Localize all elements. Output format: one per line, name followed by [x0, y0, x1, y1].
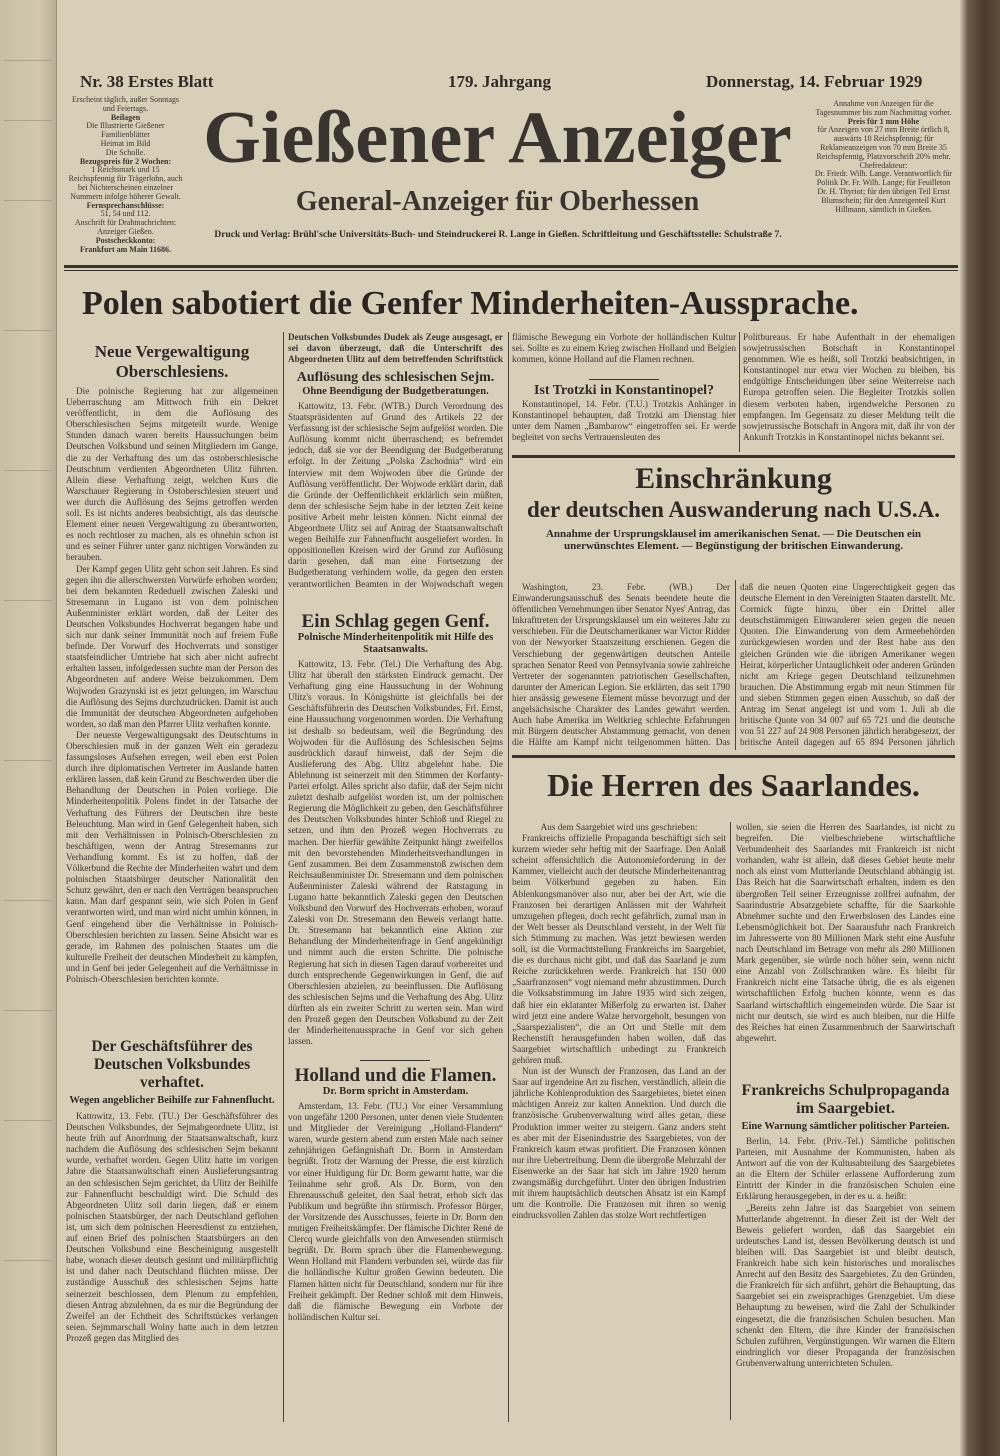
info-line: Dr. Friedr. Wilh. Lange. Verantwortlich für Politik Dr. Fr. Wilh. Lange; für Feuilleton Dr. H. Thyriot; für den übrigen Teil Ernst Blumschein; für den Anzeigenteil Kurt Hillmann, sämtlich in Gießen.	[814, 169, 953, 214]
article-body	[288, 1101, 503, 1419]
article-title: Frankreichs Schulpropaganda im Saargebiet.	[741, 1082, 950, 1117]
continued-text	[288, 332, 503, 366]
article-body	[512, 399, 736, 454]
info-line: Anschrift für Drahtnachrichten: Anzeiger Gießen.	[74, 218, 177, 236]
article-title: Auflösung des schlesischen Sejm.	[296, 370, 495, 385]
paragraph: Aus dem Saargebiet wird uns geschrieben:	[540, 822, 698, 832]
column-rule	[739, 332, 740, 452]
article-aufloesung	[288, 370, 503, 589]
article-title: Ist Trotzki in Konstantinopel?	[533, 383, 715, 398]
issue-date: Donnerstag, 14. Februar 1929	[706, 72, 923, 91]
info-line: Erscheint täglich, außer Sonntags und Feiertags.	[71, 95, 180, 113]
article-body	[66, 386, 278, 1014]
paragraph: Der Kampf gegen Ulitz geht schon seit Jahren. Es sind gegen ihn die allerschwersten Vorwürfe erhoben worden; bei dem bekannten Rededuell zwischen Zaleski und Stresemann in Lugano ist von dem polnischen Außenminister erklärt worden, daß der Leiter des Deutschen Volksbundes Hochverrat begangen habe und sich nur dank seiner Immunität noch auf freiem Fuße befinde. Der Vorwurf des Hochverrats und sonstiger staatsfeindlicher Umtriebe hat sich aber nicht aufrecht erhalten lassen, infolgedessen suchte man der Person des Abgeordneten auf andere Weise beizukommen. Dem Wojwoden Grazynski ist es jetzt gelungen, im Warschau die Auflösung des Sejms durchzudrücken. Damit ist auch die Immunität der deutschen Abgeordneten aufgehoben worden, so daß man den Pfarrer Ulitz verhaften konnte.	[66, 563, 278, 729]
section-rule	[512, 755, 955, 758]
article-title: Neue Vergewaltigung Oberschlesiens.	[94, 342, 250, 381]
column-rule	[283, 332, 284, 1422]
column-rule	[730, 822, 731, 1420]
article-body	[512, 582, 730, 748]
paragraph: Politbureaus. Er habe Aufenthalt in der ehemaligen sowjetrussischen Botschaft in Konstantinopel genommen. Wie es heißt, soll Trotzki beabsichtigen, in Konstantinopel nur etwa vier Wochen zu bleiben, bis endgültige Entscheidungen über seine Weiterreise nach Europa getroffen seien. Die Begleiter Trotzkis sollen diesem verboten haben, irgendwelche Personen zu empfangen. Im Gegensatz zu dieser Meldung teilt die sowjetrussische Botschaft in Angora mit, daß ihr von der Ankunft Trotzkis in Konstantinopel nichts bekannt sei.	[743, 332, 955, 442]
info-line: Postscheckkonto:	[95, 235, 156, 245]
newspaper-subtitle: General-Anzeiger für Oberhessen	[295, 186, 700, 217]
article-vergewaltigung	[66, 342, 278, 1014]
article-einschraenkung	[512, 462, 955, 552]
continued-text	[512, 332, 736, 377]
article-title-line2: der deutschen Auswanderung nach U.S.A.	[526, 497, 941, 522]
main-headline: Polen sabotiert die Genfer Minderheiten-Aussprache.	[82, 285, 859, 322]
paragraph: Der neueste Vergewaltigungsakt des Deutschtums in Oberschlesien muß in der ganzen Welt ein geradezu fassungsloses Aufsehen erregen, weil eben erst Polen durch ihre diplomatischen Vertreter im Auslande hatten erklären lassen, daß kein Grund zu Beschwerden über die Behandlung der Deutschen in Polen vorliege. Die Minderheitenpolitik Polens findet in der Tatsache der Verhaftung des Führers der Deutschen ihre beste Beleuchtung. Man wird in Genf Gelegenheit haben, sich mit den Verhältnissen in Polnisch-Oberschlesien zu beschäftigen, wenn der Antrag Stresemanns zur Verhandlung kommt. Es ist zu hoffen, daß der Völkerbund die Rechte der Minderheiten wahrt und dem polnischen Staatsbürger deutscher Nationalität den Schutz gewährt, den er nach den Verträgen beanspruchen kann. Man darf gespannt sein, wie sich Polen in Genf verantworten wird, und man wird nicht umhin können, in Genf eingehend über die Verhältnisse in Polnisch-Oberschlesien berichten zu lassen. Seine Absicht war es gerade, im Rahmen des polnischen Staates um die kulturelle Freiheit der deutschen Minderheit zu kämpfen, und in Genf bei jeder Gelegenheit auf die Verhältnisse in Polnisch-Oberschlesien berichten konnte.	[66, 729, 278, 984]
info-line: Heimat im Bild	[100, 138, 151, 148]
article-schlag	[288, 612, 503, 1055]
paragraph: Die polnische Regierung hat zur allgemeinen Ueberraschung am Mittwoch früh ein Dekret veröffentlicht, in dem die Auflösung des Oberschlesischen Sejms mitgeteilt wurde. Wenige Stunden danach waren bereits Haussuchungen beim Deutschen Volksbund und seinen Mitgliedern im Gange, die zu der Verhaftung des um das ostoberschlesische Deutschtum verdienten Abgeordneten Ulitz führten. Allein diese Verhaftung zeigt, welchen Kurs die Warschauer Regierung in Ostoberschlesien steuert und wer durch die Auflösung des Sejms getroffen werden soll. Es ist nichts anderes beabsichtigt, als das deutsche Element einer neuen Vergewaltigung zu überantworten, es noch rechtloser zu machen, als es ohnehin schon ist und es seiner Führer unter ganz nichtigen Vorwänden zu berauben.	[66, 386, 278, 563]
separator	[360, 1060, 430, 1061]
masthead-rule	[64, 265, 958, 271]
article-subtitle: Dr. Borm spricht in Amsterdam.	[322, 1086, 469, 1097]
info-line: Beilagen	[110, 112, 141, 122]
info-line: Fernsprechanschlüsse:	[86, 200, 165, 210]
paragraph: Washington, 23. Febr. (WB.) Der Einwanderungsausschuß des Senats beendete heute die öffentlichen Vernehmungen über Senator Nyes' Antrag, das Inkrafttreten der Ursprungsklausel um ein weiteres Jahr zu verschieben. Für die Deutschamerikaner war Victor Ridder von der Newyorker Staatszeitung erschienen. Gegen die Verschiebung der gegenwärtigen deutschen Anteile sprachen Senator Reed von Pennsylvania sowie zahlreiche Vertreter der sogenannten patriotischen Gesellschaften, darunter der American Legion. Sie erklärten, das seit 1790 hier ansässig gewesene Element müsse bevorzugt und der angelsächsische Charakter des Landes gewahrt werden. Auch habe Amerika im Weltkrieg schlechte Erfahrungen mit Bürgern deutscher Abstammung gemacht, von denen die Hälfte am Kampf nicht teilgenommen hätten. Das	[512, 582, 730, 748]
article-title: Der Geschäftsführer des Deutschen Volksbundes verhaftet.	[91, 1038, 253, 1091]
article-geschaeftsfuehrer	[66, 1038, 278, 1411]
info-line: Preis für 1 mm Höhe	[847, 116, 920, 126]
article-title: Die Herren des Saarlandes.	[547, 767, 920, 803]
article-subtitle: Wegen angeblicher Beihilfe zur Fahnenflucht.	[69, 1095, 275, 1106]
article-body	[66, 1111, 278, 1411]
article-body	[736, 1136, 955, 1416]
article-body	[288, 659, 503, 1055]
article-holland	[288, 1066, 503, 1419]
info-line: Chefredakteur:	[859, 160, 908, 170]
info-line: Die Illustrierte Gießener Familienblätter	[86, 121, 165, 140]
book-binding	[960, 0, 1000, 1456]
article-body	[288, 401, 503, 589]
paragraph: Kattowitz, 13. Febr. (WTB.) Durch Verordnung des Staatspräsidenten auf Grund des Artikels 22 der Verfassung ist der schlesische Sejm aufgelöst worden. Die Auflösung kommt nicht überraschend; es befremdet jedoch, daß sie vor der Beendigung der Budgetberatung erfolgt. In der Zeitung „Polska Zachodnia“ wird ein Interview mit dem Wojwoden über die Gründe der Auflösung veröffentlicht. Der Wojwode erklärt darin, daß die Gründe der Oeffentlichkeit erklärlich sein müßten, denn der schlesische Sejm habe in der letzten Zeit keine positive Arbeit mehr leisten können. Nicht einmal der Abgeordnete Ulitz sei auf Antrag der Staatsanwaltschaft wegen Beihilfe zur Fahnenflucht ausgeliefert worden. In oppositionellen Kreisen wird der Grund zur Auflösung darin gesehen, daß man eine Fortsetzung der Budgetberatung verhindern wolle, da gegen den ersten verantwortlichen Beamten in der Wojwodschaft wegen	[288, 401, 503, 589]
paragraph: daß die neuen Quoten eine Ungerechtigkeit gegen das deutsche Element in den Vereinigten Staaten darstellt. Mc. Cormick fügte hinzu, über ein Drittel aller deutschstämmigen Einwanderer seien gegen die neuen Quoten. Die Einwanderung von dem Armeebehörden zurückgewiesen worden und der Rest habe aus den gleichen Gründen wie die übrigen Amerikaner wegen Heirat, körperlicher Untauglichkeit oder anderen Gründen nicht am Kriege gegen Deutschland teilzunehmen brauchen. Die Abstimmung ergab mit neun Stimmen für und sieben Stimmen gegen einen Ausschub, so daß der Antrag im Senat angelegt ist und vom 1. Juli ab die britische Quote von 34 007 auf 65 721 und die deutsche von 51 227 auf 24 908 Personen jährlich herabgesetzt, der britische Anteil dagegen auf 65 894 Personen jährlich	[740, 582, 955, 748]
paragraph: Berlin, 14. Febr. (Priv.-Tel.) Sämtliche politischen Parteien, mit Ausnahme der Kommunisten, haben als Antwort auf die von der Kultusabteilung des Saargebietes an die Eltern der Schüler erlassene Aufforderung zum Eintritt der Kinder in die französischen Schulen eine Erklärung herausgegeben, in der es u. a. heißt:	[736, 1136, 955, 1202]
right-info-box	[812, 100, 955, 214]
article-subtitle: Polnische Minderheitenpolitik mit Hilfe des Staatsanwalts.	[297, 632, 494, 655]
article-schulpropaganda	[736, 1082, 955, 1416]
issue-number: Nr. 38 Erstes Blatt	[80, 72, 214, 91]
paragraph: Kattowitz, 13. Febr. (Tel.) Die Verhaftung des Abg. Ulitz hat überall den stärksten Eindruck gemacht. Der Verhaftung ging eine Haussuchung in der Wohnung Ulitz's voraus. In Königshütte ist gleichfalls bei der Geschäftsführerin des Deutschen Volksbundes, Frl. Ernst, eine Haussuchung vorgenommen worden. Die Verhaftung ist deshalb so bedeutsam, weil die Begründung des Wojwoden für die Auflösung des Schlesischen Sejms ausdrücklich darauf hinweist, daß der Sejm die Auslieferung des Abg. Ulitz abgelehnt habe. Die Ablehnung ist seinerzeit mit den Stimmen der Korfanty-Partei erfolgt. Alles spricht also dafür, daß der Sejm nicht zuletzt deshalb aufgelöst worden ist, um der polnischen Regierung die Möglichkeit zu geben, den Geschäftsführer des Deutschen Volksbundes hinter Schloß und Riegel zu setzen, und ihm den Prozeß wegen Hochverrats zu machen. Der hierfür gewählte Zeitpunkt hängt zweifellos mit den bevorstehenden Minderheitsverhandlungen in Genf zusammen. Bei dem Zusammenstoß zwischen dem Reichsaußenminister Dr. Stresemann und dem polnischen Außenminister Zaleski während der Ratstagung in Lugano hatte bekanntlich Zaleski gegen den Deutschen Volksbund den Vorwurf des Hochverrats erhoben, worauf Zaleski von Dr. Stresemann den Beweis verlangt hatte. Dr. Stresemann hat bekanntlich eine Aktion zur Behandlung der Minderheitenfrage in Genf angekündigt und nimmt auch die ersten Schritte. Die polnische Regierung hat sich in diesen Tagen darauf vorbereitet und durch entsprechende Gegenwirkungen in Genf, die auf Oberschlesien abzielen, zu beeinflussen. Die Auflösung des schlesischen Sejms und die Verhaftung des Abg. Ulitz dürften als ein zweiter Schritt zu werten sein. Man wird den Prozeß gegen den Deutschen Volksbund zu der Zeit der Minderheitenaussprache in Genf vor sich gehen lassen.	[288, 659, 503, 1047]
article-title: Holland und die Flamen.	[294, 1065, 497, 1086]
paragraph: wollen, sie seien die Herren des Saarlandes, ist nicht zu begreifen. Die vielbeschriebene wirtschaftliche Verbundenheit des Saarlandes mit Frankreich ist nicht vorhanden, wahr ist allein, daß dieses Gebiet heute mehr noch als einst vom Mutterlande Deutschland abhängig ist. Das Reich hat die Saarwirtschaft erhalten, indem es den übergroßen Teil seiner Erzeugnisse zollfrei aufnahm, der Saarindustrie Absatzgebiete schaffte, für die Saarkohle Abnehmer suchte und den Erwerbslosen des Landes eine Lebensmöglichkeit bot. Der Saarausfuhr nach Frankreich im Jahreswerte von 80 Millionen Mark steht eine Ausfuhr nach Deutschland im Betrage von mehr als 280 Millionen Mark gegenüber, sie würde noch höher sein, wenn nicht eine Anzahl von Zollschranken wäre. Es bleibt für Frankreich nicht eine Tatsache übrig, die es als eigenen wirtschaftlichen Erfolg buchen könnte, wenn es das Saarland wirtschaftlich eingemeinden würde. Die Saar ist nicht nur deutsch, sie wird es auch bleiben, nur die Hilfe des Reiches hat einen Zusammenbruch der Saarwirtschaft abgewehrt.	[736, 822, 955, 1043]
article-saar-body	[512, 822, 726, 1420]
info-line: Annahme von Anzeigen für die Tagesnummer bis zum Nachmittag vorher.	[815, 99, 952, 117]
newspaper-title: Gießener Anzeiger	[203, 97, 792, 179]
paragraph: Konstantinopel, 14. Febr. (T.U.) Trotzkis Anhänger in Konstantinopel behaupten, daß Trotzki am Dienstag hier unter dem Namen „Bambarow“ eingetroffen sei. Er werde begleitet von sechs Vertrauensleuten des	[512, 399, 736, 443]
info-line: für Anzeigen von 27 mm Breite örtlich 8, auswärts 10 Reichspfennig; für Reklameanzeigen von 70 mm Breite 35 Reichspfennig, Platzvorschrift 20% mehr.	[816, 125, 951, 161]
article-subtitle: Ohne Beendigung der Budgetberatungen.	[302, 386, 489, 397]
paragraph: „Bereits zehn Jahre ist das Saargebiet von seinem Mutterlande abgetrennt. In dieser Zeit ist der Welt der Beweis geliefert worden, daß das Saargebiet ein urdeutsches Land ist, dessen Bevölkerung deutsch ist und bleiben will. Das Saargebiet ist und bleibt deutsch, Frankreich habe sich kein historisches und moralisches Anrecht auf den Besitz des Saargebietes. Zu den Gründen, die Frankreich für sich anführt, gehört die Behauptung, das Saargebiet sei ein zweisprachiges Grenzgebiet. Um diese Behauptung zu beweisen, wird die Zahl der Schulkinder eingesetzt, die die französischen Schulen besuchen. Man schenkt den Eltern, die ihre Kinder der französischen Schulen zuführen, Vergünstigungen. Wir warnen die Eltern eindringlich vor dieser Propaganda der französischen Grubenverwaltung unterrichteten Schulen.	[736, 1202, 955, 1368]
article-title: Ein Schlag gegen Genf.	[301, 611, 490, 632]
paragraph: Deutschen Volksbundes Dudek als Zeuge ausgesagt, er sei davon überzeugt, daß die Unterschrift des Abgeordneten Ulitz auf dem betreffenden Schriftstück	[288, 332, 503, 365]
imprint-line: Druck und Verlag: Brühl'sche Universitäts-Buch- und Steindruckerei R. Lange in Gießen. Schriftleitung und Geschäftsstelle: Schulstraße 7.	[214, 230, 782, 240]
paragraph: Kattowitz, 13. Febr. (TU.) Der Geschäftsführer des Deutschen Volksbundes, der Sejmabgeordnete Ulitz, ist heute früh auf Anordnung der Staatsanwaltschaft, kurz nachdem die Auflösung des schlesischen Sejm bekannt wurde, verhaftet worden. Gegen Ulitz hatte im vorigen Jahre die Staatsanwaltschaft einen Auslieferungsantrag an den schlesischen Sejm gerichtet, da Ulitz der Beihilfe zur Fahnenflucht beschuldigt wird. Die Schuld des Abgeordneten Ulitz soll darin liegen, daß er einem polnischen Staatsbürger, der nach Deutschland geflohen ist, um sich dem polnischen Heeresdienst zu entziehen, auf einen Brief des polnischen Staatsbürgers an den Deutschen Volksbund eine Bescheinigung ausgestellt habe, wonach dieser deutsch gesinnt und militärpflichtig ist und daher nach Deutschland flüchten müsse. Der zuständige Ausschuß des schlesischen Sejms hatte seinerzeit beschlossen, dem Plenum zu empfehlen, diesen Antrag abzulehnen, da es nur die Begründung der Zweifel an der Echtheit des Schriftstückes verlangen seien. Sejmmarschall Wolny hatte auch in dem letzten Prozeß gegen das Mitglied des	[66, 1111, 278, 1343]
article-body	[740, 582, 955, 748]
article-saar-body-continued	[736, 822, 955, 1078]
article-trotzki	[512, 382, 736, 454]
paragraph: Amsterdam, 13. Febr. (TU.) Vor einer Versammlung von ungefähr 1200 Personen, unter denen viele Studenten und Mitglieder der Vereinigung „Holland-Flandern“ waren, wurde gestern abend zum ersten Male nach seiner zehnjährigen Gefängnishaft Dr. Borm in Amsterdam begrüßt. Trotz der Warnung der Presse, die erst kürzlich vor einer Huldigung für Dr. Borm gewarnt hatte, war die Teilnahme sehr groß. Als Dr. Borm, von den Ehrenausschuß geleitet, den Saal betrat, erhob sich das Publikum und begrüßte ihn stürmisch. Professor Bürger, der Vorsitzende des Ausschusses, feierte in Dr. Borm den mutigen Freiheitskämpfer. Der flämische Dichter René de Clercq wurde gleichfalls von den Anwesenden stürmisch begrüßt. Dr. Borm sprach über die Flamenbewegung. Wenn Holland mit Flandern verbunden sei, würde das für die holländische Kultur großen Gewinn bedeuten. Die Flamen hätten nicht für Deutschland, sondern nur für ihre Freiheit gekämpft. Der Redner schloß mit dem Hinweis, daß die flämische Bewegung ein Vorbote der holländischen Kultur sei.	[288, 1101, 503, 1322]
previous-page-edge	[0, 0, 57, 1456]
column-rule	[735, 580, 736, 750]
info-line: Die Scholle.	[105, 147, 146, 157]
paragraph: flämische Bewegung ein Vorbote der holländischen Kultur sei. Sollte es zu einem Krieg zwischen Holland und Belgien kommen, könne Holland auf die Flamen rechnen.	[512, 332, 736, 365]
info-line: Bezugspreis für 2 Wochen:	[79, 156, 172, 166]
article-subtitle: Eine Warnung sämtlicher politischer Parteien.	[741, 1121, 950, 1132]
article-trotzki-continued	[743, 332, 955, 450]
paragraph: Nun ist der Wunsch der Franzosen, das Land an der Saar auf irgendeine Art zu fischen, verständlich, allein die jährliche Kohlenproduktion des Saargebietes, bietet einen mächtigen Anreiz zur kalten Annektion. Und durch die französische Grubenverwaltung wird alles getan, diese Produktion immer weiter zu steigern. Ganz anders steht es aber mit der Eisenindustrie des Saargebietes, von der Frankreich kaum etwas profitiert. Die Franzosen können nur ihre Uebertreibung. Denn die übergroße Mehrzahl der Eisenwerke an der Saar hat sich im Jahre 1920 herum zwangsmäßig durchgeführt. Unter den übrigen Industrien mit ihrem hauptsächlich deutschen Absatz ist ein Kampf um die Kontrolle. Die Franzosen mit ihren so wenig eindrucksvollen Zahlen das stolze Wort rechtfertigen	[512, 1066, 726, 1221]
article-title-line1: Einschränkung	[635, 462, 832, 495]
info-line: 51, 54 und 112.	[100, 209, 151, 219]
left-info-box	[68, 96, 183, 254]
info-line: Frankfurt am Main 11686.	[79, 244, 172, 254]
section-rule	[512, 455, 955, 458]
paragraph: Frankreichs offizielle Propaganda beschäftigt sich seit kurzem wieder sehr heftig mit der Saarfrage. Den Anlaß scheint offensichtlich die Autonomieforderung in der Kammer, vielleicht auch der deutsche Minderheitenantrag beim Völkerbund gegeben zu haben. Ein Ablenkungsmanöver also nur, aber bei der Art, wie die Franzosen bei derartigen Anlässen mit der Wahrheit umzugehen pflegen, doch recht gefährlich, zumal man in der Welt besser als Deutschland versteht, in der Welt für sich Stimmung zu machen. Was jetzt bewiesen werden soll, ist die Vormachtstellung Frankreichs im Saargebiet, die es durchaus nicht gibt, und daß das Saarland je zum Reiche zurückkehren werde. Frankreich hat 150 000 „Saarfranzosen“ vogt niemand mehr abzustimmen. Durch die Volksabstimmung im Jahre 1935 wird sich zeigen, daß hier ein eklatanter Mißerfolg zu erwarten ist. Daher wird jetzt eine andere Walze hervorgeholt, besungen von „Saarspezialisten“, die an Ort und Stelle mit dem Rechenstift herausgefunden haben wollen, daß das Saargebiet wirtschaftlich unbedingt zu Frankreich gehören muß.	[512, 833, 726, 1065]
article-subtitle: Annahme der Ursprungsklausel im amerikanischen Senat. — Die Deutschen ein unerwünschtes Element. — Begünstigung der britischen Einwanderung.	[545, 528, 922, 552]
info-line: 1 Reichsmark und 15 Reichspfennig für Trägerlohn, auch bei Nichterscheinen einzelner Nummern infolge höherer Gewalt.	[68, 165, 183, 201]
volume-number: 179. Jahrgang	[448, 72, 551, 91]
separator	[589, 379, 659, 380]
column-rule	[508, 332, 509, 1422]
